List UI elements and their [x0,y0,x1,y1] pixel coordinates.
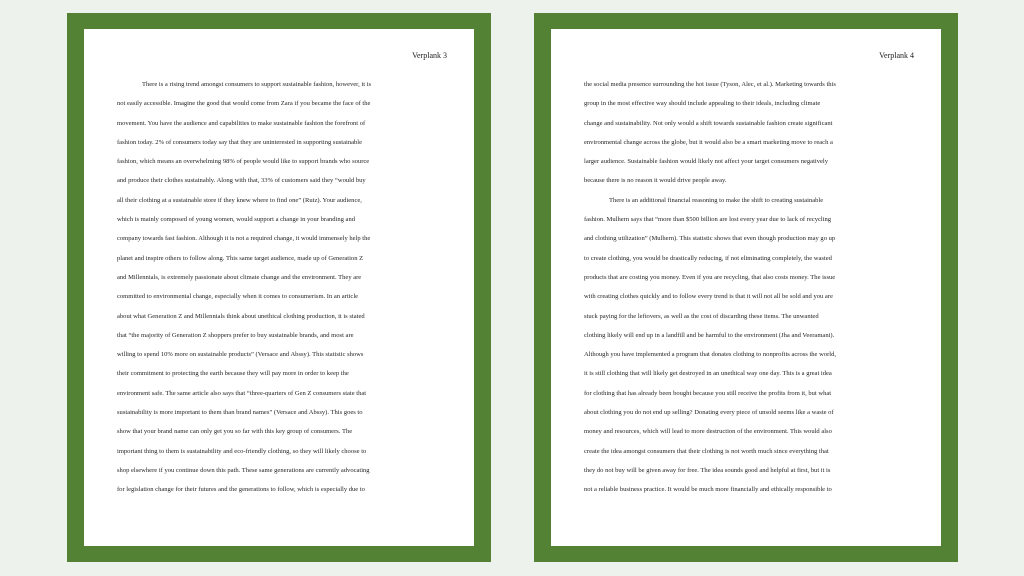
document-page-4 [551,29,941,546]
text-line: group in the most effective way should include appealing to their ideals, including climate [584,100,821,108]
text-line: show that your brand name can only get you so far with this key group of consumers. The [117,428,353,436]
text-line: for legislation change for their futures and the generations to follow, which is especially due to [117,486,365,494]
text-line: with creating clothes quickly and to follow every trend is that it will not all be sold and you are [584,293,833,301]
text-line: and produce their clothes sustainably. Along with that, 33% of customers said they “would buy [117,177,366,185]
page-header: Verplank 4 [879,51,914,60]
page-frame-left [67,13,491,562]
text-line: fashion. Mulhern says that “more than $500 billion are lost every year due to lack of recycling [584,216,832,224]
page-body [584,75,909,500]
text-line: and clothing utilization” (Mulhern). This statistic shows that even though production may go up [584,235,836,243]
text-line: environment safe. The same article also says that “three-quarters of Gen Z consumers state that [117,389,367,397]
text-line: movement. You have the audience and capabilities to make sustainable fashion the forefront of [117,119,366,127]
text-line: Although you have implemented a program that donates clothing to nonprofits across the world, [584,351,837,359]
text-line: about clothing you do not end up selling? Donating every piece of unsold seems like a waste of [584,409,834,417]
text-line: stuck paying for the leftovers, as well as the cost of discarding these items. The unwanted [584,312,819,320]
page-body [117,75,442,500]
text-line: fashion today. 2% of consumers today say that they are uninterested in supporting sustainable [117,138,363,146]
text-line: which is mainly composed of young women, would support a change in your branding and [117,216,356,224]
page-header: Verplank 3 [412,51,447,60]
text-line: the social media presence surrounding the hot issue (Tyson, Alec, et al.). Marketing towards this [584,81,836,88]
text-line: shop elsewhere if you continue down this path. These same generations are currently advocating [117,466,370,474]
text-line: sustainability is more important to them than brand names” (Versace and Abssy). This goes to [117,409,363,417]
text-line: planet and inspire others to follow along. This same target audience, made up of Generation Z [117,254,364,262]
text-line: that “the majority of Generation Z shoppers prefer to buy sustainable brands, and most are [117,331,354,339]
text-line: it is still clothing that will likely get destroyed in an unethical way one day. This is a great idea [584,370,832,378]
page-frame-right [534,13,958,562]
text-line: willing to spend 10% more on sustainable products” (Versace and Abssy). This statistic shows [117,351,364,359]
text-line: committed to environmental change, especially when it comes to consumerism. In an article [117,293,359,301]
text-line: There is an additional financial reasoning to make the shift to creating sustainable [609,196,824,204]
text-line: create the idea amongst consumers that their clothing is not worth much since everything that [584,447,829,455]
text-line: company towards fast fashion. Although it is not a required change, it would immensely help the [117,235,371,243]
text-line: about what Generation Z and Millennials think about unethical clothing production, it is stated [117,312,365,320]
text-line: clothing likely will end up in a landfill and be harmful to the environment (Jha and Veeramani). [584,331,835,339]
text-line: larger audience. Sustainable fashion would likely not affect your target consumers negatively [584,158,828,166]
text-line: There is a rising trend amongst consumers to support sustainable fashion, however, it is [142,81,372,88]
text-line: money and resources, which will lead to more destruction of the environment. This would also [584,428,832,436]
text-line: not easily accessible. Imagine the good that would come from Zara if you became the face of the [117,100,371,108]
text-line: environmental change across the globe, but it would also be a smart marketing move to reach a [584,138,833,146]
text-line: and Millennials, is extremely passionate about climate change and the environment. They are [117,273,362,281]
text-line: their commitment to protecting the earth because they will pay more in order to keep the [117,370,349,378]
text-line: they do not buy will be given away for free. The idea sounds good and helpful at first, but it is [584,466,831,474]
text-line: all their clothing at a sustainable store if they knew where to find one” (Ruiz). Your audience, [117,196,362,204]
text-line: to create clothing, you would be drastically reducing, if not eliminating completely, the wasted [584,254,832,262]
text-line: for clothing that has already been bought because you still receive the profits from it, but what [584,389,832,397]
document-page-3 [84,29,474,546]
text-line: not a reliable business practice. It would be much more financially and ethically responsible to [584,486,832,494]
text-line: products that are costing you money. Even if you are recycling, that also costs money. The issue [584,273,836,281]
text-line: fashion, which means an overwhelming 98% of people would like to support brands who source [117,158,370,166]
text-line: important thing to them is sustainability and eco-friendly clothing, so they will likely choose to [117,447,367,455]
text-line: change and sustainability. Not only would a shift towards sustainable fashion create significant [584,119,833,127]
text-line: because there is no reason it would drive people away. [584,177,727,185]
